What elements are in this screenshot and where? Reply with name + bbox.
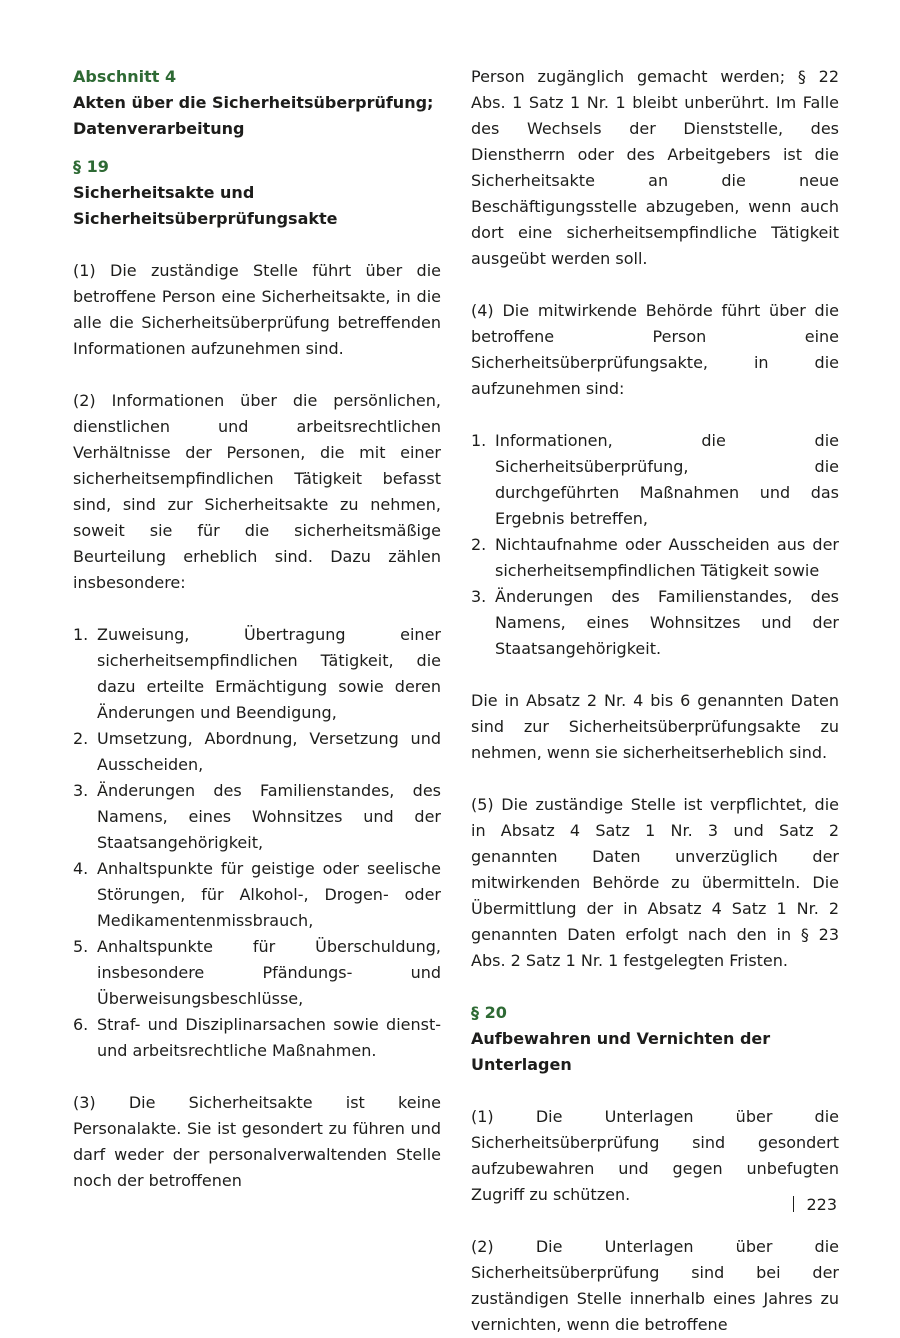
list-number: 2. <box>73 729 89 748</box>
list-item <box>73 856 441 934</box>
list-text: Anhaltspunkte für Überschuldung, insbesondere Pfändungs- und Überweisungsbeschlüsse, <box>97 937 441 1008</box>
list-text: Straf- und Disziplinarsachen sowie dienst- und arbeitsrechtliche Maßnahmen. <box>97 1015 441 1060</box>
list-text: Änderungen des Familienstandes, des Namens, eines Wohnsitzes und der Staatsangehörigkeit, <box>97 781 441 852</box>
paragraph-2: (2) Informationen über die persönlichen, dienstlichen und arbeitsrechtlichen Verhältnisse der Personen, die mit einer sicherheitsempfindlichen Tätigkeit befasst sind, sind zur Sicherheitsakte zu nehmen, soweit sie für die sicherheitsmäßige Beurteilung erheblich sind. Dazu zählen insbesondere: <box>73 391 441 592</box>
page-footer <box>793 1192 837 1218</box>
section-20-label: § 20 <box>471 1003 507 1022</box>
list-item <box>471 532 839 584</box>
list-item <box>471 584 839 662</box>
page-number: 223 <box>806 1195 837 1214</box>
paragraph-5: (5) Die zuständige Stelle ist verpflichtet, die in Absatz 4 Satz 1 Nr. 3 und Satz 2 genannten Daten unverzüglich der mitwirkenden Behörde zu übermitteln. Die Übermittlung der in Absatz 4 Satz 1 Nr. 2 genannten Daten erfolgt nach den in § 23 Abs. 2 Satz 1 Nr. 1 festgelegten Fristen. <box>471 795 839 970</box>
section-19-title: Sicherheitsakte und Sicherheitsüberprüfungsakte <box>73 183 338 228</box>
paragraph-4-addendum: Die in Absatz 2 Nr. 4 bis 6 genannten Daten sind zur Sicherheitsüberprüfungsakte zu nehmen, wenn sie sicherheitserheblich sind. <box>471 691 839 762</box>
list-number: 5. <box>73 937 89 956</box>
footer-divider <box>793 1196 794 1212</box>
list-item <box>471 428 839 532</box>
list-number: 6. <box>73 1015 89 1034</box>
section-20-title: Aufbewahren und Vernichten der Unterlagen <box>471 1029 771 1074</box>
paragraph-3-continued: Person zugänglich gemacht werden; § 22 Abs. 1 Satz 1 Nr. 1 bleibt unberührt. Im Falle des Wechsels der Dienststelle, des Dienstherrn oder des Arbeitgebers ist die Sicherheitsakte an die neue Beschäftigungsstelle abzugeben, wenn auch dort eine sicherheitsempfindliche Tätigkeit ausgeübt werden soll. <box>471 67 839 268</box>
paragraph-3: (3) Die Sicherheitsakte ist keine Personalakte. Sie ist gesondert zu führen und darf weder der personalverwaltenden Stelle noch der betroffenen <box>73 1093 441 1190</box>
paragraph-4: (4) Die mitwirkende Behörde führt über die betroffene Person eine Sicherheitsüberprüfungsakte, in die aufzunehmen sind: <box>471 301 839 398</box>
list-item <box>73 934 441 1012</box>
list-right <box>471 428 839 662</box>
left-column <box>73 64 441 1194</box>
list-text: Informationen, die die Sicherheitsüberprüfung, die durchgeführten Maßnahmen und das Ergebnis betreffen, <box>495 431 839 528</box>
list-text: Anhaltspunkte für geistige oder seelische Störungen, für Alkohol-, Drogen- oder Medikamentenmissbrauch, <box>97 859 441 930</box>
list-text: Zuweisung, Übertragung einer sicherheitsempfindlichen Tätigkeit, die dazu erteilte Ermächtigung sowie deren Änderungen und Beendigung, <box>97 625 441 722</box>
list-item <box>73 778 441 856</box>
paragraph-1: (1) Die zuständige Stelle führt über die betroffene Person eine Sicherheitsakte, in die alle die Sicherheitsüberprüfung betreffenden Informationen aufzunehmen sind. <box>73 261 441 358</box>
list-item <box>73 622 441 726</box>
abschnitt-title: Akten über die Sicherheitsüberprüfung; Datenverarbeitung <box>73 93 434 138</box>
section-20-paragraph-1: (1) Die Unterlagen über die Sicherheitsüberprüfung sind gesondert aufzubewahren und gegen unbefugten Zugriff zu schützen. <box>471 1107 839 1204</box>
list-number: 3. <box>471 587 487 606</box>
abschnitt-label: Abschnitt 4 <box>73 67 177 86</box>
list-number: 3. <box>73 781 89 800</box>
list-text: Umsetzung, Abordnung, Versetzung und Ausscheiden, <box>97 729 441 774</box>
list-item <box>73 726 441 778</box>
list-number: 1. <box>73 625 89 644</box>
list-number: 2. <box>471 535 487 554</box>
list-text: Nichtaufnahme oder Ausscheiden aus der sicherheitsempfindlichen Tätigkeit sowie <box>495 535 839 580</box>
section-20-paragraph-2: (2) Die Unterlagen über die Sicherheitsüberprüfung sind bei der zuständigen Stelle innerhalb eines Jahres zu vernichten, wenn die betroffene <box>471 1237 839 1334</box>
list-text: Änderungen des Familienstandes, des Namens, eines Wohnsitzes und der Staatsangehörigkeit. <box>495 587 839 658</box>
list-left <box>73 622 441 1064</box>
list-number: 4. <box>73 859 89 878</box>
list-number: 1. <box>471 431 487 450</box>
list-item <box>73 1012 441 1064</box>
right-column <box>471 64 839 1338</box>
section-19-label: § 19 <box>73 157 109 176</box>
